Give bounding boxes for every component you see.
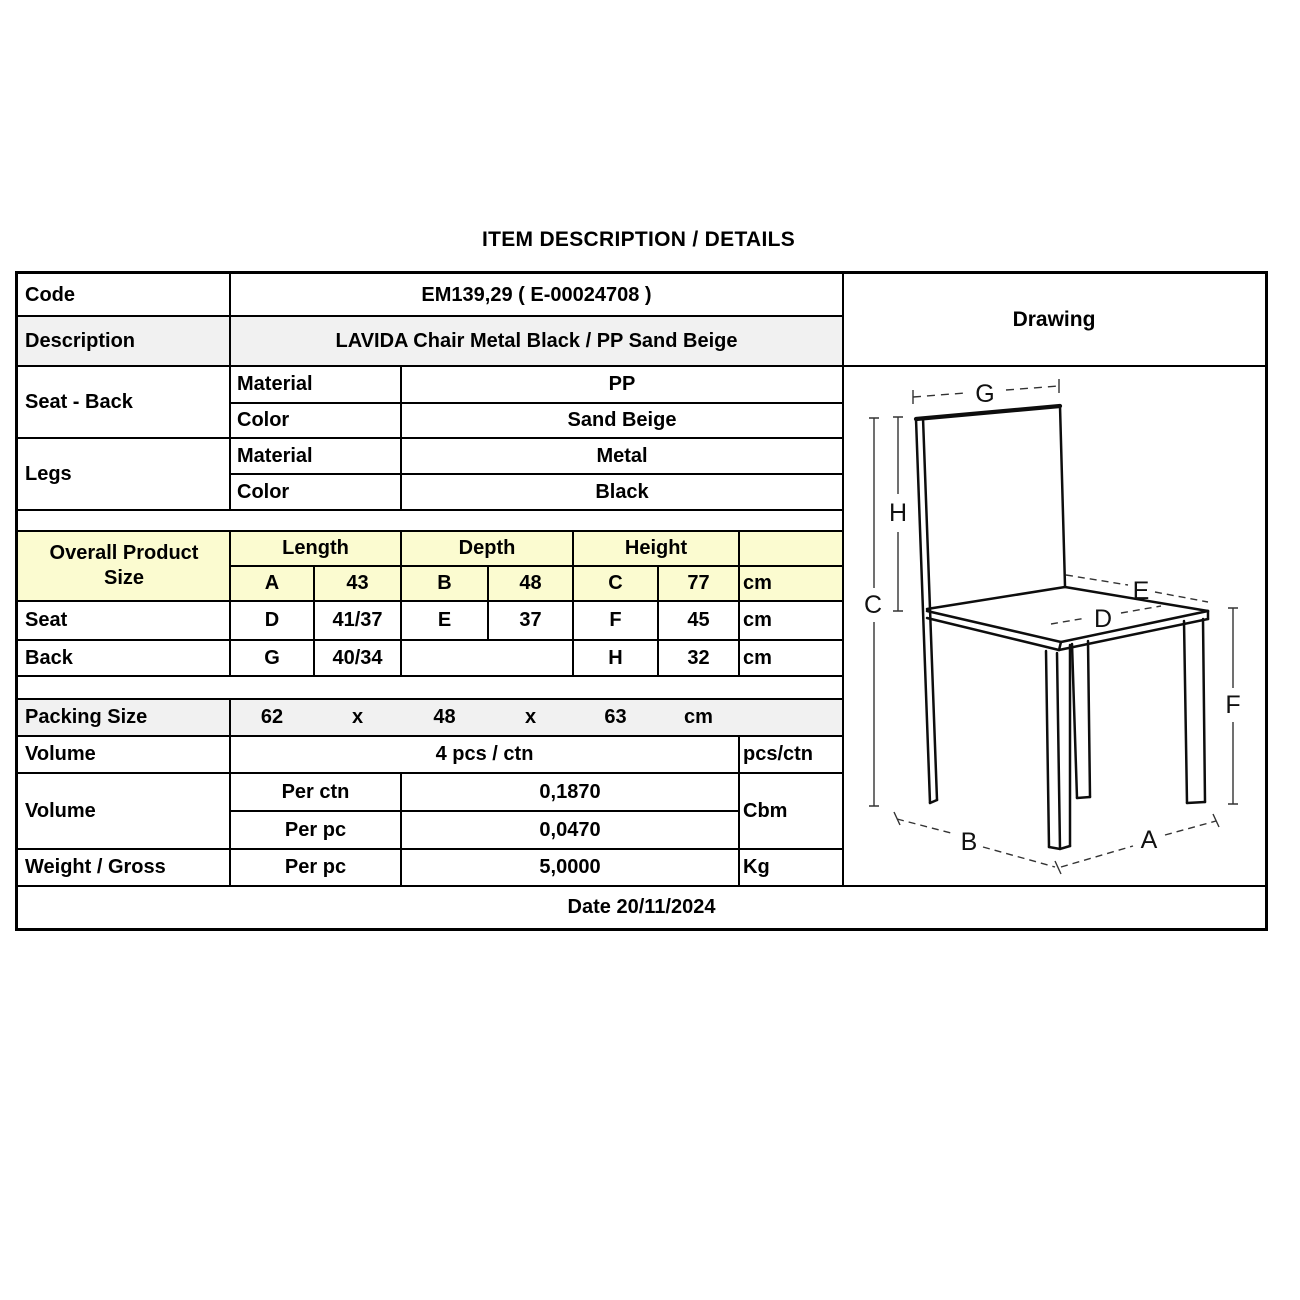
per-ctn-value: 0,1870 [539,780,601,803]
packing-v3: 63 [604,706,627,728]
dim-label-f: F [1225,691,1241,719]
legs-color-value: Black [595,480,649,503]
divider-line [18,365,1265,367]
dims-unit: cm [743,572,772,594]
size-header-height: Height [624,537,688,559]
description-label: Description [25,329,136,352]
divider-line [400,366,402,510]
divider-line [229,531,231,676]
packing-unit: cm [684,706,713,728]
divider-line [18,885,1265,887]
dimension-labels [864,380,1241,856]
per-pc-label: Per pc [284,818,347,841]
legs-label: Legs [25,462,72,485]
dim-b-label: B [437,572,452,594]
seat-back-color-label: Color [237,409,290,431]
size-header-length: Length [282,537,349,559]
page-title: ITEM DESCRIPTION / DETAILS [481,228,796,251]
dim-e-label: E [437,609,452,631]
date-value: Date 20/11/2024 [567,895,716,918]
dim-a-value: 43 [346,572,369,594]
seat-back-label: Seat - Back [25,390,133,413]
dim-e-value: 37 [519,609,542,631]
seat-back-material-label: Material [237,373,313,395]
divider-line [230,565,843,567]
dim-h-value: 32 [687,646,710,669]
divider-line [572,531,574,676]
divider-line [18,735,843,737]
divider-line [229,699,231,886]
back-row-unit: cm [743,646,772,669]
divider-line [18,437,843,439]
volume-cbm-unit: Cbm [743,799,788,822]
volume-pcs-label: Volume [25,743,96,765]
divider-line [229,274,231,510]
dim-g-label: G [264,646,280,669]
divider-line [738,736,740,886]
dim-label-g: G [975,380,995,408]
dim-label-e: E [1132,577,1150,605]
dim-f-label: F [609,609,622,631]
packing-x2: x [524,706,537,728]
dim-d-label: D [264,609,280,631]
divider-line [230,473,843,475]
dim-c-value: 77 [687,572,710,594]
seat-back-color-value: Sand Beige [567,409,677,431]
packing-v2: 48 [433,706,456,728]
legs-material-label: Material [237,444,313,467]
packing-v1: 62 [260,706,284,728]
divider-line [313,566,315,676]
weight-label: Weight / Gross [25,856,166,878]
dim-label-a: A [1140,826,1158,854]
overall-size-label: Overall Product Size [49,542,199,589]
packing-size-label: Packing Size [25,706,148,728]
dim-c-label: C [608,572,623,594]
seat-row-label: Seat [25,609,68,631]
divider-line [18,772,843,774]
spec-table [15,271,1268,931]
divider-line [18,848,843,850]
divider-line [738,531,740,676]
dim-b-value: 48 [519,572,542,594]
chair-drawing [843,366,1265,886]
divider-line [400,531,402,676]
divider-line [842,274,844,886]
divider-line [230,402,843,404]
divider-line [18,530,843,532]
chair-outline [916,406,1208,849]
divider-line [657,566,659,676]
seat-back-material-value: PP [608,373,636,395]
dim-label-c: C [863,591,883,619]
divider-line [18,509,843,511]
seat-row-unit: cm [743,609,772,631]
divider-line [18,315,843,317]
description-value: LAVIDA Chair Metal Black / PP Sand Beige [335,329,738,352]
back-row-label: Back [25,646,73,669]
weight-value: 5,0000 [539,856,601,878]
divider-line [18,639,843,641]
divider-line [487,566,489,640]
dim-f-value: 45 [687,609,710,631]
drawing-header: Drawing [1012,308,1096,331]
dim-label-h: H [888,499,908,527]
divider-line [400,773,402,886]
weight-unit: Kg [743,856,770,878]
dim-g-value: 40/34 [332,646,383,669]
weight-per-label: Per pc [284,856,347,878]
legs-material-value: Metal [596,444,648,467]
dim-d-value: 41/37 [332,609,383,631]
dim-label-b: B [960,828,978,856]
divider-line [18,600,843,602]
dim-label-d: D [1093,605,1113,633]
size-header-depth: Depth [458,537,516,559]
dim-h-label: H [608,646,623,669]
code-label: Code [25,283,75,306]
divider-line [230,810,739,812]
volume-cbm-label: Volume [25,799,96,822]
dim-a-label: A [264,572,280,594]
legs-color-label: Color [237,480,290,503]
per-ctn-label: Per ctn [281,780,350,803]
divider-line [18,675,843,677]
code-value: EM139,29 ( E-00024708 ) [421,283,652,306]
divider-line [18,698,843,700]
packing-x1: x [351,706,364,728]
volume-pcs-unit: pcs/ctn [743,743,814,765]
per-pc-value: 0,0470 [539,818,601,841]
volume-pcs-value: 4 pcs / ctn [435,743,534,765]
